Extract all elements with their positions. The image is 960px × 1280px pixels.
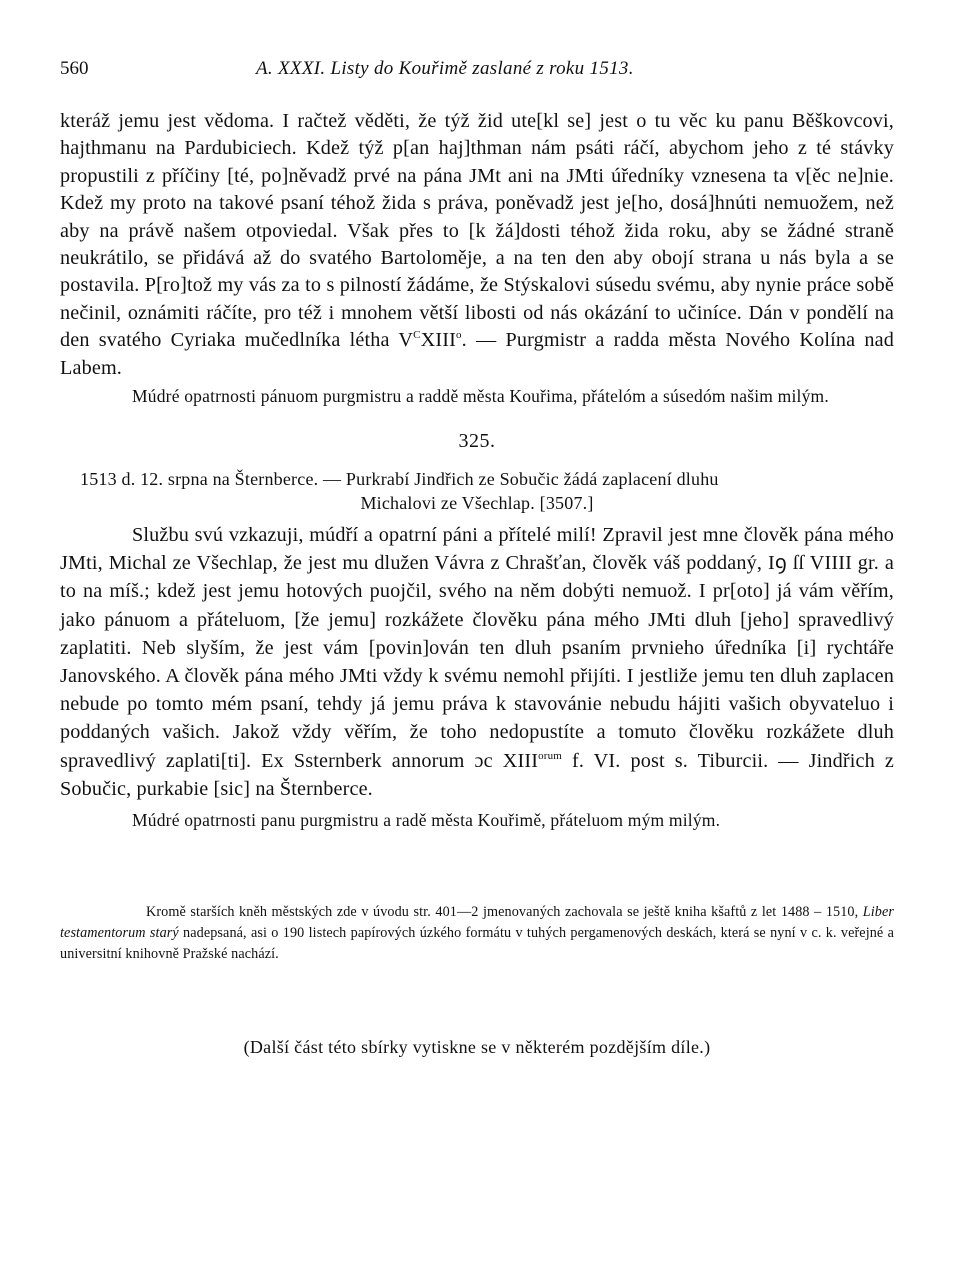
closing-note: (Další část této sbírky vytiskne se v některém pozdějším díle.)	[243, 1037, 711, 1058]
letter-325-paragraph: Službu svú vzkazuji, múdří a opatrní páni a přítelé milí! Zpravil jest mne člověk pána mého JMti, Michal ze Všechlap, že jest mu dlužen Vávra z Chrašťan, člověk váš poddaný, Iꝯ ſſ VIIII gr. a to na míš.; kdež jest jemu hotových puojčil, svého na něm dobýti nemuož. I pr[oto] já vám věřím, jako pánuom a přáteluom, [že jemu] rozkážete člověku pána mého JMti dluh [jeho] spravedlivý zaplatiti. Neb slyším, že jest vám [povin]ován ten dluh psaním prvnieho úředníka [i] rychtáře Janovského. A člověk pána mého JMti vždy k svému nemohl přijíti. I jestliže jemu ten dluh zaplacen nebude po tomto mém psaní, tehdy já jemu práva k stavovánie nebudu hájiti vašich obyvateluo i poddaných vašich. Jakož vždy věřím, že toho nedopustíte a tomuto člověku rozkážete dluh spravedlivý zaplati[ti]. Ex Ssternberk annorum ɔc $XIII^{orum}$ f. VI. post s. Tiburcii. — Jindřich z Sobučic, purkabie [sic] na Šternberce.	[60, 524, 894, 800]
running-header	[60, 58, 894, 88]
regest-line-2: Michalovi ze Všechlap. [3507.]	[360, 493, 594, 514]
page	[60, 58, 894, 1058]
regest	[60, 467, 894, 515]
letter-325-text	[60, 521, 894, 803]
superscript-c: C	[413, 329, 421, 342]
regest-line-1: 1513 d. 12. srpna na Šternberce. — Purkrabí Jindřich ze Sobučic žádá zaplacení dluhu	[80, 469, 719, 490]
superscript-orum: orum	[538, 749, 562, 762]
page-number: 560	[60, 58, 89, 79]
letter-325-address: Múdré opatrnosti panu purgmistru a radě města Kouřimě, přáteluom mým milým.	[132, 810, 721, 831]
footnote: Kromě starších kněh městských zde v úvodu str. 401—2 jmenovaných zachovala se ještě kniha kšaftů z let 1488 – 1510, Liber testamentorum starý nadepsaná, asi o 190 listech papírových úzkého formátu v tuhých pergamenových deskách, která se nyní v c. k. veřejné a universitní knihovně Pražské nachází.	[60, 904, 894, 963]
letter-324-address: Múdré opatrnosti pánuom purgmistru a raddě města Kouřima, přátelóm a súsedóm našim milým.	[132, 386, 829, 407]
document-number: 325.	[458, 430, 496, 453]
superscript-o: o	[456, 329, 462, 342]
running-title: A. XXXI. Listy do Kouřimě zaslané z roku 1513.	[256, 58, 634, 79]
footnote-book-title: Liber testamentorum starý	[60, 904, 894, 942]
letter-324-paragraph: kteráž jemu jest vědoma. I račtež věděti, že týž žid ute[kl se] jest o tu věc ku panu Běškovcovi, hajthmanu na Pardubiciech. Kdež týž p[an haj]thman nám psáti ráčí, abychom jeho z té stávky propustili z příčiny [té, po]něvadž prvé na pána JMt ani na JMti úředníky vznesena ta v[ěc ne]nie. Kdež my proto na takové psaní téhož žida s práva, poněvadž jest je[ho, dosá]hnúti nemuožem, než aby na právě našem otpoviedal. Však přes to [k žá]dosti téhož žida roku, aby se žádné straně neukrátilo, se přidává až do svatého Bartoloměje, a na ten den aby obojí strana u nás byla a se postavila. P[ro]tož my vás za to s pilností žádáme, že Stýskalovi súsedu svému, aby nynie práce sobě nečinil, oznámiti ráčíte, pro též i mnohem větší libosti od nás okázání to učiníce. Dán v pondělí na den svatého Cyriaka mučedlníka létha $V^CXIII^o$. — Purgmistr a radda města Nového Kolína nad Labem.	[60, 110, 894, 379]
letter-324-text	[60, 108, 894, 382]
